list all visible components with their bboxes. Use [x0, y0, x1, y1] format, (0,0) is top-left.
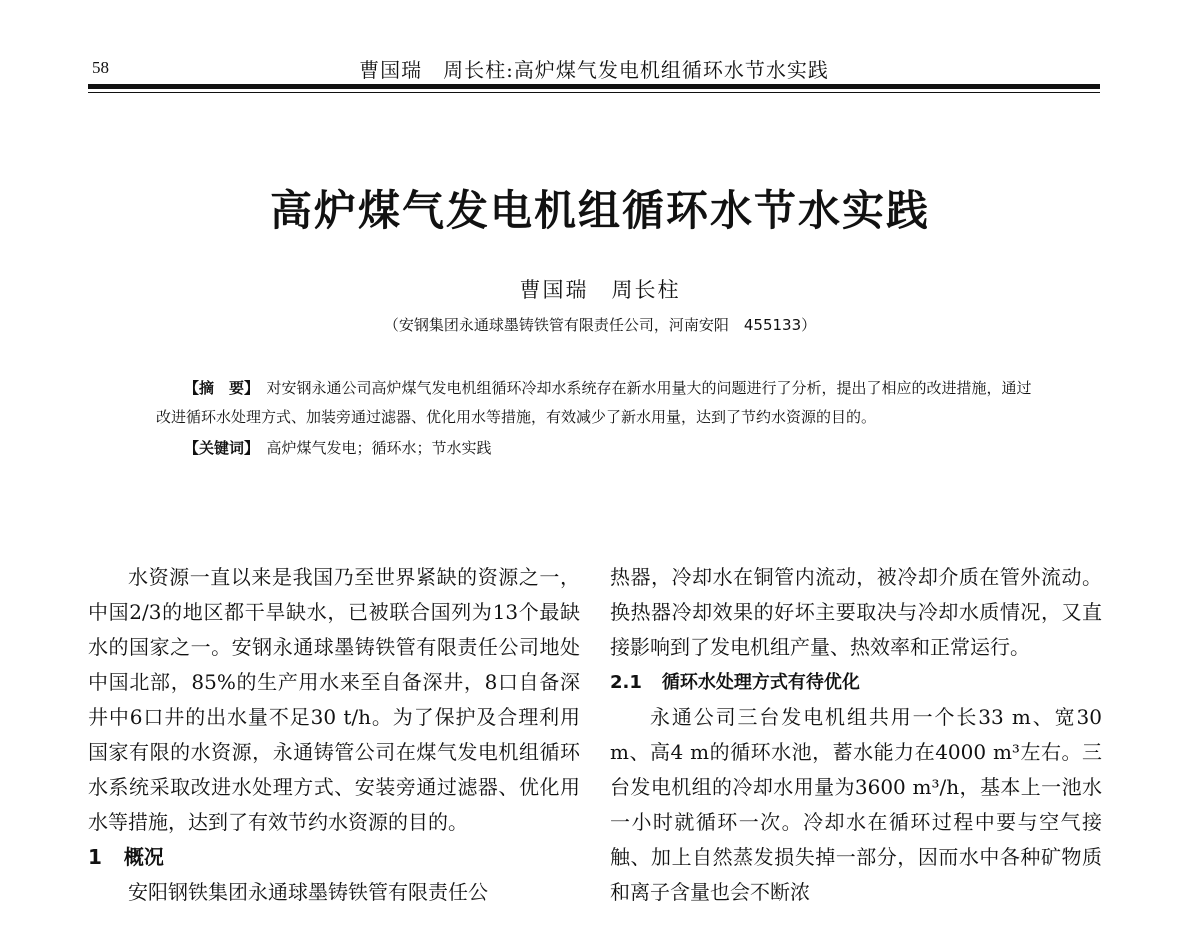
section-heading-2-1 [610, 665, 1102, 700]
section2-1-paragraph: 永通公司三台发电机组共用一个长33 m、宽30 m、高4 m的循环水池，蓄水能力在4000 m³左右。三台发电机组的冷却水用量为3600 m³/h，基本上一池水一小时就循环一次。冷却水在循环过程中要与空气接触、加上自然蒸发损失掉一部分，因而水中各种矿物质和离子含量也会不断浓 [610, 705, 1102, 904]
author-affiliation: （安钢集团永通球墨铸铁管有限责任公司，河南安阳 455133） [383, 316, 817, 334]
section-title: 循环水处理方式有待优化 [661, 672, 860, 693]
continued-paragraph: 热器，冷却水在铜管内流动，被冷却介质在管外流动。换热器冷却效果的好坏主要取决与冷却水质情况，又直接影响到了发电机组产量、热效率和正常运行。 [610, 565, 1102, 659]
section-number: 2.1 [610, 672, 642, 693]
keywords-paragraph [156, 434, 1046, 463]
abstract-label: 【摘 要】 [184, 379, 252, 397]
section-heading-1 [88, 840, 580, 875]
article-title: 高炉煤气发电机组循环水节水实践 [269, 186, 930, 235]
section1-paragraph: 安阳钢铁集团永通球墨铸铁管有限责任公 [128, 880, 488, 904]
abstract-text: 对安钢永通公司高炉煤气发电机组循环冷却水系统存在新水用量大的问题进行了分析，提出了相应的改进措施，通过改进循环水处理方式、加装旁通过滤器、优化用水等措施，有效减少了新水用量，达到了节约水资源的目的。 [156, 379, 1032, 426]
section-title: 概况 [123, 845, 164, 869]
keywords-text: 高炉煤气发电；循环水；节水实践 [266, 439, 492, 457]
article-authors: 曹国瑞 周长柱 [519, 278, 681, 302]
header-rule-thin [88, 92, 1100, 93]
intro-paragraph: 水资源一直以来是我国乃至世界紧缺的资源之一，中国2/3的地区都干旱缺水，已被联合国列为13个最缺水的国家之一。安钢永通球墨铸铁管有限责任公司地处中国北部，85%的生产用水来至自备深井，8口自备深井中6口井的出水量不足30 t/h。为了保护及合理利用国家有限的水资源，永通铸管公司在煤气发电机组循环水系统采取改进水处理方式、安装旁通过滤器、优化用水等措施，达到了有效节约水资源的目的。 [88, 565, 580, 834]
abstract-block [156, 374, 1046, 463]
abstract-paragraph [156, 374, 1046, 432]
running-title: 曹国瑞 周长柱:高炉煤气发电机组循环水节水实践 [359, 58, 829, 82]
section-number: 1 [88, 845, 102, 869]
header-rule-thick [88, 84, 1100, 89]
keywords-label: 【关键词】 [184, 439, 252, 457]
page-number: 58 [92, 58, 109, 77]
body-column-right [610, 560, 1102, 910]
body-column-left [88, 560, 580, 910]
running-header [88, 52, 1100, 86]
